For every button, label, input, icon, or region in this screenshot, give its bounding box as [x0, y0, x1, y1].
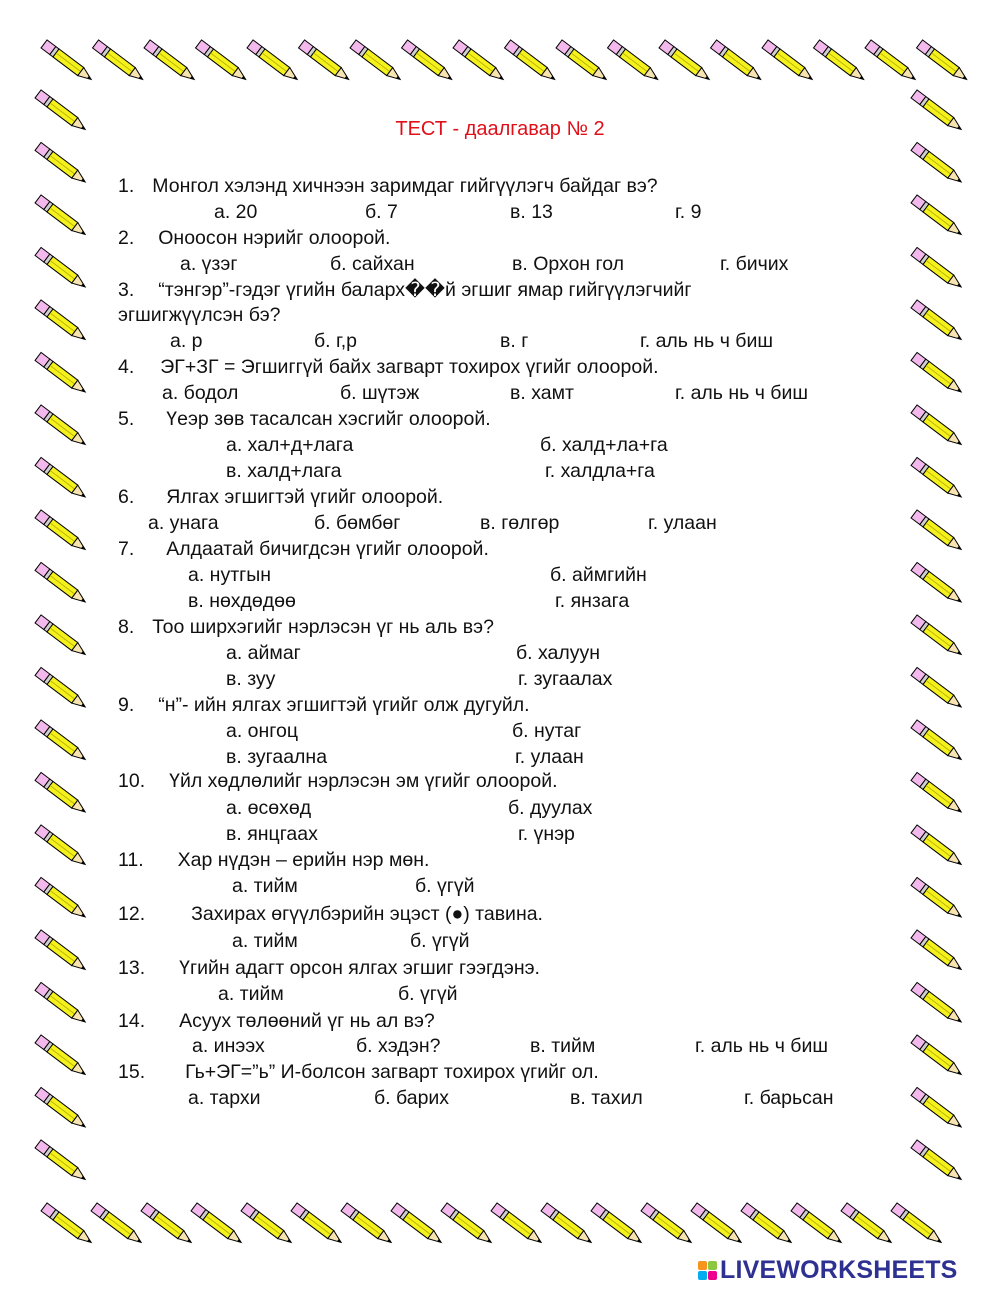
- pencil-9: [505, 40, 558, 83]
- option-c[interactable]: в. гөлгөр: [480, 512, 560, 534]
- pencil-32: [741, 1203, 794, 1246]
- question-text: “н”- ийн ялгах эгшигтэй үгийг олж дугуйл.: [158, 694, 530, 716]
- question-text: Асуух төлөөний үг нь ал вэ?: [179, 1010, 435, 1032]
- question-number: 7.: [118, 538, 135, 560]
- question-text: Хар нүдэн – ерийн нэр мөн.: [177, 849, 430, 871]
- question-text: Монгол хэлэнд хичнээн заримдаг гийгүүлэгч байдаг вэ?: [152, 175, 658, 197]
- option-a[interactable]: а. бодол: [162, 382, 239, 404]
- pencil-48: [35, 720, 88, 763]
- pencil-44: [35, 510, 88, 553]
- option-a[interactable]: а. үзэг: [180, 253, 238, 275]
- question-11: [118, 848, 429, 872]
- option-c[interactable]: в. 13: [510, 201, 553, 223]
- question-2: [118, 226, 390, 250]
- option-b[interactable]: б. хэдэн?: [356, 1035, 441, 1057]
- option-a[interactable]: а. хал+д+лага: [226, 434, 354, 456]
- question-15: [118, 1060, 599, 1084]
- option-d[interactable]: г. үнэр: [518, 823, 575, 845]
- option-b[interactable]: б. шүтэж: [340, 382, 420, 404]
- pencil-55: [35, 1087, 88, 1130]
- question-number: 15.: [118, 1061, 146, 1083]
- pencil-50: [35, 825, 88, 868]
- logo-grid-icon: [698, 1261, 717, 1280]
- pencil-15: [814, 40, 867, 83]
- pencil-65: [911, 510, 964, 553]
- question-number: 2.: [118, 227, 135, 249]
- option-a[interactable]: а. р: [170, 330, 203, 352]
- pencil-4: [247, 40, 300, 83]
- option-b[interactable]: б. дуулах: [508, 797, 593, 819]
- pencil-66: [911, 562, 964, 605]
- question-text: Ялгах эгшигтэй үгийг олоорой.: [166, 486, 444, 508]
- question-text: Үеэр зөв тасалсан хэсгийг олоорой.: [166, 408, 491, 430]
- question-8: [118, 615, 494, 639]
- pencil-34: [841, 1203, 894, 1246]
- option-a[interactable]: а. онгоц: [226, 720, 298, 742]
- option-a[interactable]: а. аймаг: [226, 642, 301, 664]
- pencil-74: [911, 982, 964, 1025]
- question-12: [118, 902, 543, 926]
- pencil-43: [35, 457, 88, 500]
- pencil-23: [291, 1203, 344, 1246]
- option-d[interactable]: г. бичих: [720, 253, 789, 275]
- option-b[interactable]: б. барих: [374, 1087, 450, 1109]
- option-c[interactable]: в. янцгаах: [226, 823, 318, 845]
- option-b[interactable]: б. үгүй: [398, 983, 458, 1005]
- pencil-31: [691, 1203, 744, 1246]
- question-text: ЭГ+ЗГ = Эгшиггүй байх загварт тохирох үгийг олоорой.: [160, 356, 659, 378]
- logo-text: LIVEWORKSHEETS: [720, 1255, 958, 1284]
- pencil-39: [35, 247, 88, 290]
- pencil-7: [402, 40, 455, 83]
- pencil-42: [35, 405, 88, 448]
- option-d[interactable]: г. аль нь ч биш: [675, 382, 808, 404]
- option-d[interactable]: г. янзага: [555, 590, 630, 612]
- question-7: [118, 537, 489, 561]
- question-text: Үгийн адагт орсон ялгах эгшиг гээгдэнэ.: [179, 957, 540, 979]
- option-b[interactable]: б. үгүй: [415, 875, 475, 897]
- question-number: 6.: [118, 486, 135, 508]
- pencil-20: [141, 1203, 194, 1246]
- question-1: [118, 174, 658, 198]
- option-a[interactable]: а. өсөхөд: [226, 797, 312, 819]
- option-b[interactable]: б. үгүй: [410, 930, 470, 952]
- question-number: 11.: [118, 849, 144, 871]
- question-number: 12.: [118, 903, 146, 925]
- logo-square-1: [698, 1261, 707, 1270]
- pencil-52: [35, 930, 88, 973]
- pencil-58: [911, 142, 964, 185]
- pencil-27: [491, 1203, 544, 1246]
- pencil-67: [911, 615, 964, 658]
- option-d[interactable]: г. улаан: [648, 512, 717, 534]
- pencil-60: [911, 247, 964, 290]
- pencil-2: [144, 40, 197, 83]
- question-text: Оноосон нэрийг олоорой.: [158, 227, 391, 249]
- option-c[interactable]: в. нөхдөдөө: [188, 590, 296, 612]
- pencil-71: [911, 825, 964, 868]
- option-c[interactable]: в. тахил: [570, 1087, 643, 1109]
- pencil-12: [659, 40, 712, 83]
- pencil-26: [441, 1203, 494, 1246]
- pencil-30: [641, 1203, 694, 1246]
- question-number: 3.: [118, 279, 135, 301]
- question-number: 1.: [118, 175, 135, 197]
- option-b[interactable]: б. бөмбөг: [314, 512, 401, 534]
- option-a[interactable]: а. тийм: [232, 930, 298, 952]
- pencil-53: [35, 982, 88, 1025]
- option-b[interactable]: б. г,р: [314, 330, 357, 352]
- pencil-24: [341, 1203, 394, 1246]
- question-3: [118, 278, 692, 302]
- pencil-21: [191, 1203, 244, 1246]
- option-b[interactable]: б. аймгийн: [550, 564, 647, 586]
- option-b[interactable]: б. 7: [365, 201, 398, 223]
- question-10: [118, 769, 558, 793]
- option-b[interactable]: б. сайхан: [330, 253, 415, 275]
- option-c[interactable]: в. тийм: [530, 1035, 596, 1057]
- pencil-37: [35, 142, 88, 185]
- option-b[interactable]: б. халд+ла+га: [540, 434, 668, 456]
- pencil-28: [541, 1203, 594, 1246]
- pencil-14: [762, 40, 815, 83]
- option-a[interactable]: а. нутгын: [188, 564, 272, 586]
- option-d[interactable]: г. зугаалах: [518, 668, 613, 690]
- pencil-62: [911, 352, 964, 395]
- question-number: 9.: [118, 694, 135, 716]
- question-number: 13.: [118, 957, 146, 979]
- pencil-6: [350, 40, 403, 83]
- pencil-47: [35, 667, 88, 710]
- option-c[interactable]: в. зуу: [226, 668, 276, 690]
- question-text: Алдаатай бичигдсэн үгийг олоорой.: [166, 538, 489, 560]
- question-text: Тоо ширхэгийг нэрлэсэн үг нь аль вэ?: [152, 616, 494, 638]
- pencil-45: [35, 562, 88, 605]
- pencil-29: [591, 1203, 644, 1246]
- pencil-77: [911, 1140, 964, 1183]
- option-d[interactable]: г. 9: [675, 201, 702, 223]
- option-c[interactable]: в. г: [500, 330, 529, 352]
- pencil-61: [911, 300, 964, 343]
- question-9: [118, 693, 530, 717]
- option-b[interactable]: б. халуун: [516, 642, 601, 664]
- logo-square-3: [698, 1271, 707, 1280]
- question-number: 5.: [118, 408, 135, 430]
- option-a[interactable]: а. 20: [214, 201, 258, 223]
- pencil-5: [299, 40, 352, 83]
- question-number: 8.: [118, 616, 135, 638]
- option-d[interactable]: г. аль нь ч биш: [640, 330, 773, 352]
- question-number: 14.: [118, 1010, 146, 1032]
- question-text: Үйл хөдлөлийг нэрлэсэн эм үгийг олоорой.: [169, 770, 558, 792]
- option-d[interactable]: г. халдла+га: [545, 460, 655, 482]
- pencil-69: [911, 720, 964, 763]
- question-14: [118, 1009, 435, 1033]
- pencil-70: [911, 772, 964, 815]
- pencil-8: [453, 40, 506, 83]
- option-a[interactable]: а. унага: [148, 512, 219, 534]
- question-text: Гь+ЭГ=”ь” И-болсон загварт тохирох үгийг ол.: [185, 1061, 599, 1083]
- pencil-35: [891, 1203, 944, 1246]
- pencil-56: [35, 1140, 88, 1183]
- pencil-73: [911, 930, 964, 973]
- option-b[interactable]: б. нутаг: [512, 720, 582, 742]
- pencil-17: [917, 40, 970, 83]
- pencil-54: [35, 1035, 88, 1078]
- question-5: [118, 407, 491, 431]
- pencil-75: [911, 1035, 964, 1078]
- option-a[interactable]: а. тийм: [218, 983, 284, 1005]
- pencil-72: [911, 877, 964, 920]
- pencil-19: [91, 1203, 144, 1246]
- option-a[interactable]: а. инээх: [192, 1035, 265, 1057]
- pencil-76: [911, 1087, 964, 1130]
- page-title: ТЕСТ - даалгавар № 2: [395, 118, 605, 140]
- pencil-40: [35, 300, 88, 343]
- pencil-41: [35, 352, 88, 395]
- pencil-46: [35, 615, 88, 658]
- option-c[interactable]: в. Орхон гол: [512, 253, 625, 275]
- question-3-continued: эгшигжүүлсэн бэ?: [118, 304, 281, 326]
- pencil-10: [556, 40, 609, 83]
- question-number: 4.: [118, 356, 135, 378]
- pencil-63: [911, 405, 964, 448]
- pencil-11: [608, 40, 661, 83]
- question-4: [118, 355, 659, 379]
- pencil-68: [911, 667, 964, 710]
- pencil-1: [93, 40, 146, 83]
- pencil-38: [35, 195, 88, 238]
- option-a[interactable]: а. тархи: [188, 1087, 261, 1109]
- option-c[interactable]: в. хамт: [510, 382, 574, 404]
- option-d[interactable]: г. улаан: [515, 746, 584, 768]
- pencil-16: [865, 40, 918, 83]
- question-13: [118, 956, 540, 980]
- pencil-0: [41, 40, 94, 83]
- option-a[interactable]: а. тийм: [232, 875, 298, 897]
- pencil-59: [911, 195, 964, 238]
- pencil-33: [791, 1203, 844, 1246]
- option-c[interactable]: в. зугаална: [226, 746, 328, 768]
- liveworksheets-logo[interactable]: [698, 1255, 958, 1285]
- pencil-49: [35, 772, 88, 815]
- logo-square-4: [708, 1271, 717, 1280]
- option-c[interactable]: в. халд+лага: [226, 460, 342, 482]
- question-text: “тэнгэр”-гэдэг үгийн баларх��й эгшиг ямар гийгүүлэгчийг: [158, 279, 692, 301]
- question-6: [118, 485, 443, 509]
- question-number: 10.: [118, 770, 146, 792]
- logo-square-2: [708, 1261, 717, 1270]
- pencil-13: [711, 40, 764, 83]
- pencil-64: [911, 457, 964, 500]
- option-d[interactable]: г. барьсан: [744, 1087, 834, 1109]
- pencil-18: [41, 1203, 94, 1246]
- pencil-22: [241, 1203, 294, 1246]
- option-d[interactable]: г. аль нь ч биш: [695, 1035, 828, 1057]
- pencil-25: [391, 1203, 444, 1246]
- pencil-51: [35, 877, 88, 920]
- question-text: Захирах өгүүлбэрийн эцэст (●) тавина.: [191, 903, 543, 925]
- pencil-3: [196, 40, 249, 83]
